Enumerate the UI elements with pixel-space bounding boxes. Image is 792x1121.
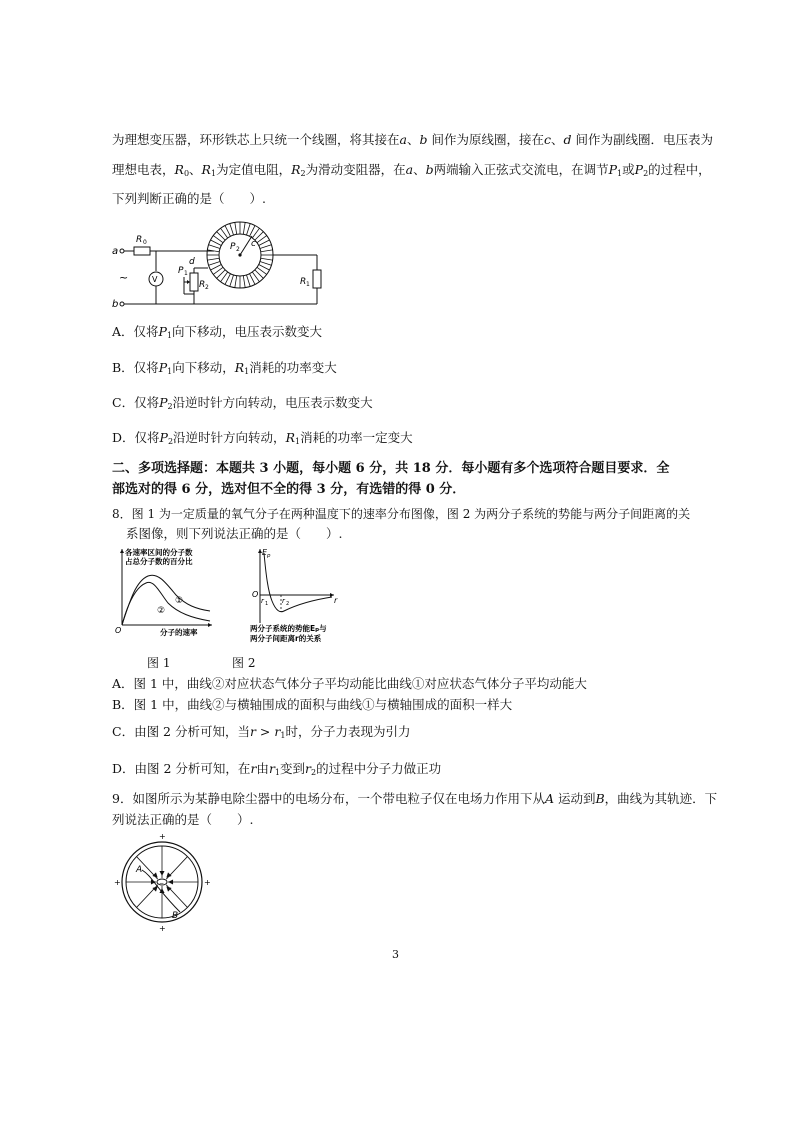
q8-line-2: 系图像，则下列说法正确的是（ ）. (126, 526, 343, 541)
winding-tick (209, 261, 220, 265)
field-arrow (153, 873, 157, 877)
svg-text:−: − (159, 880, 165, 887)
speed-distribution-chart (112, 545, 217, 637)
q7-option-a: A．仅将$P_1$向下移动，电压表示数变大 (112, 324, 323, 340)
q9-line-1: 9．如图所示为某静电除尘器中的电场分布，一个带电粒子仅在电场力作用下从A 运动到B，曲线为其轨迹．下 (112, 791, 718, 806)
q7-line-1: 为理想变压器，环形铁芯上只统一个线圈，将其接在a、b 间作为原线圈，接在c、d 间作为副线圈．电压表为 (112, 132, 714, 147)
svg-text:r: r (334, 596, 338, 605)
winding-tick (207, 258, 219, 260)
winding-tick (246, 224, 250, 235)
winding-tick (243, 276, 245, 288)
potential-curve (264, 553, 332, 612)
resistor-r2 (190, 273, 198, 291)
winding-tick (225, 226, 230, 237)
terminal-b (120, 302, 124, 306)
label-b: b (112, 299, 119, 310)
svg-text:A: A (136, 865, 143, 875)
svg-text:两分子间距离r的关系: 两分子间距离r的关系 (250, 634, 322, 643)
resistor-r0 (134, 247, 150, 255)
svg-text:分子的速率: 分子的速率 (160, 628, 198, 637)
winding-tick (261, 258, 273, 260)
svg-text:+: + (114, 878, 121, 887)
field-arrow (167, 873, 171, 877)
winding-tick (209, 245, 220, 249)
svg-text:r: r (261, 597, 264, 605)
q8-line-1: 8．图 1 为一定质量的氧气分子在两种温度下的速率分布图像，图 2 为两分子系统的势能与两分子间距离的关 (112, 507, 691, 521)
svg-text:②: ② (157, 606, 166, 616)
q7-option-d: D．仅将$P_2$沿逆时针方向转动，$R_1$消耗的功率一定变大 (112, 430, 413, 446)
svg-text:+: + (204, 878, 211, 887)
winding-tick (250, 226, 255, 237)
precipitator-field-figure (112, 832, 212, 932)
svg-text:①: ① (175, 596, 184, 606)
q7-option-b: B．仅将$P_1$向下移动，$R_1$消耗的功率变大 (112, 360, 337, 376)
svg-text:+: + (159, 924, 166, 932)
winding-tick (261, 250, 273, 252)
terminal-a (120, 249, 124, 253)
q7-line-2: 理想电表，$R_0$、$R_1$为定值电阻，$R_2$为滑动变阻器，在a、b两端输入正弦式交流电，在调节$P_1$或$P_2$的过程中， (112, 162, 711, 178)
svg-text:R: R (300, 277, 307, 287)
svg-text:r: r (282, 597, 285, 605)
svg-text:1: 1 (306, 281, 310, 288)
transformer-circuit-figure (112, 218, 332, 318)
winding-tick (250, 274, 255, 285)
svg-text:B: B (172, 911, 179, 921)
svg-text:2: 2 (286, 601, 290, 607)
label-ac-source: ~ (119, 271, 129, 284)
winding-tick (211, 240, 222, 245)
field-arrow (167, 887, 171, 891)
field-arrow (169, 880, 173, 884)
winding-tick (235, 222, 237, 234)
section-2-heading-line-2: 部选对的得 6 分，选对但不全的得 3 分，有选错的得 0 分． (112, 482, 466, 497)
q9-line-2: 列说法正确的是（ ）. (112, 812, 254, 827)
svg-text:1: 1 (184, 270, 188, 277)
svg-text:E: E (262, 548, 268, 557)
field-arrow (153, 887, 157, 891)
q7-line-3: 下列判断正确的是（ ）. (112, 191, 266, 206)
svg-text:2: 2 (236, 246, 240, 253)
winding-tick (225, 274, 230, 285)
q8-option-b: B．图 1 中，曲线②与横轴围成的面积与曲线①与横轴围成的面积一样大 (112, 697, 513, 712)
svg-text:两分子系统的势能Ep与: 两分子系统的势能Ep与 (250, 624, 327, 633)
svg-text:占总分子数的百分比: 占总分子数的百分比 (125, 557, 193, 566)
svg-text:1: 1 (265, 601, 269, 607)
svg-text:c: c (251, 239, 256, 249)
svg-text:R: R (199, 280, 206, 290)
field-arrow (160, 871, 164, 875)
svg-text:P: P (178, 266, 184, 276)
svg-text:0: 0 (143, 239, 147, 246)
winding-tick (259, 265, 270, 270)
q8-option-d: D．由图 2 分析可知，在r由$r_1$变到$r_2$的过程中分子力做正功 (112, 761, 442, 777)
svg-text:2: 2 (205, 284, 209, 291)
svg-text:p: p (267, 553, 271, 559)
winding-tick (246, 275, 250, 286)
particle-trajectory (142, 870, 180, 912)
winding-tick (211, 265, 222, 270)
figure-2-caption: 图 2 (232, 656, 256, 670)
svg-text:V: V (152, 275, 158, 284)
winding-tick (243, 222, 245, 234)
figure-1-caption: 图 1 (147, 656, 171, 670)
resistor-r1 (313, 270, 321, 288)
svg-text:+: + (159, 832, 166, 841)
potential-energy-chart (246, 545, 341, 645)
winding-tick (260, 245, 271, 249)
q8-option-c: C．由图 2 分析可知，当$r > r_1$时，分子力表现为引力 (112, 724, 411, 740)
svg-text:O: O (115, 626, 122, 635)
winding-tick (230, 275, 234, 286)
winding-tick (260, 261, 271, 265)
svg-text:P: P (230, 242, 236, 252)
q7-option-c: C．仅将$P_2$沿逆时针方向转动，电压表示数变大 (112, 395, 373, 411)
winding-tick (259, 240, 270, 245)
svg-text:各速率区间的分子数: 各速率区间的分子数 (125, 548, 193, 557)
label-a: a (112, 246, 119, 257)
page-number: 3 (392, 948, 399, 961)
svg-text:d: d (189, 257, 195, 267)
winding-tick (235, 276, 237, 288)
winding-tick (230, 224, 234, 235)
section-2-heading-line-1: 二、多项选择题：本题共 3 小题，每小题 6 分，共 18 分．每小题有多个选项符合题目要求．全 (112, 461, 670, 476)
q8-option-a: A．图 1 中，曲线②对应状态气体分子平均动能比曲线①对应状态气体分子平均动能大 (112, 676, 587, 691)
svg-text:R: R (136, 235, 143, 245)
svg-text:O: O (252, 590, 259, 599)
